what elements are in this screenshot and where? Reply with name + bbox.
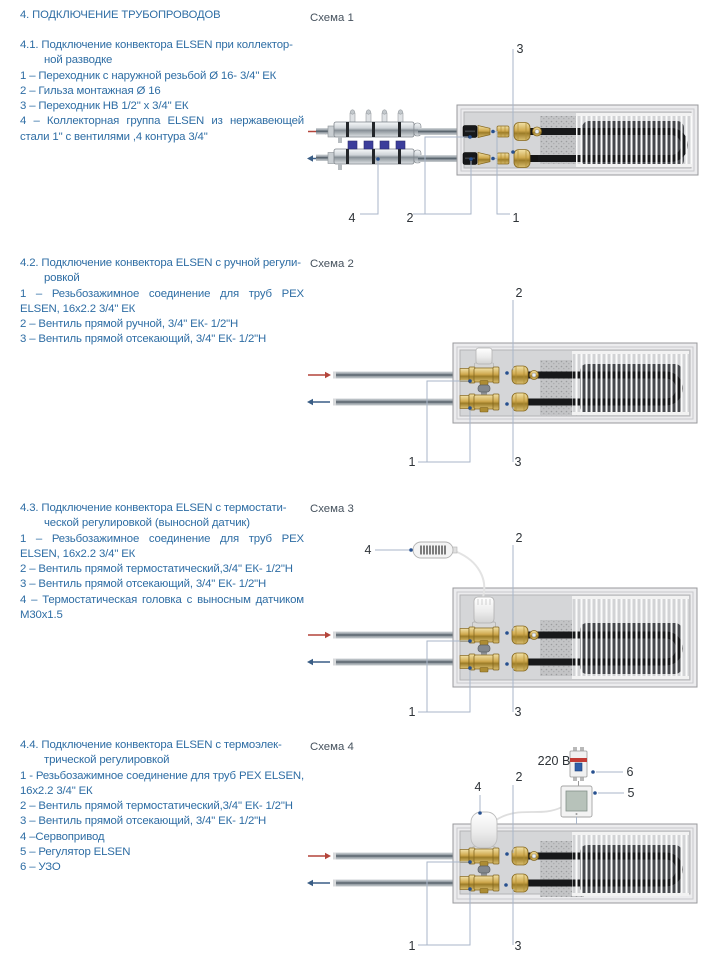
servo-cable (496, 807, 562, 820)
section-4-3-text (20, 501, 304, 623)
callout-number-2: 2 (515, 286, 523, 300)
callout-number-2: 2 (515, 770, 523, 784)
legend-item: 3 – Вентиль прямой отсекающий, 3/4" ЕК- 1/2"Н (20, 333, 267, 346)
supply-arrow (308, 853, 331, 860)
callout-number-1: 1 (408, 705, 416, 719)
schema-2-diagram (300, 250, 715, 488)
rcd-breaker (570, 747, 587, 781)
return-arrow (307, 659, 330, 666)
supply-arrow (308, 372, 331, 379)
section-4-4-heading-line2: трической регулировкой (44, 754, 170, 767)
legend-item: 4 – Термостатическая головка с выносным датчиком М30х1.5 (20, 593, 304, 622)
legend-item: 4 –Сервопривод (20, 830, 105, 843)
callout-number-1: 1 (408, 939, 416, 953)
voltage-label: 220 В (537, 754, 571, 768)
schema-4-label: Схема 4 (310, 741, 354, 753)
return-arrow (307, 880, 330, 887)
section-4-1-heading-line2: ной разводке (44, 54, 113, 67)
schema-3-diagram (300, 493, 715, 735)
schema-2-label: Схема 2 (310, 258, 354, 270)
supply-pipes (333, 632, 465, 666)
section-4-3-heading-line1: 4.3. Подключение конвектора ELSEN с термостати- (20, 502, 287, 514)
callout-number-2: 2 (515, 531, 523, 545)
callout-number-4: 4 (364, 543, 372, 557)
callout-number-3: 3 (514, 705, 522, 719)
schema-1-diagram (300, 0, 715, 245)
legend-item: 1 – Переходник с наружной резьбой Ø 16- 3/4" ЕК (20, 69, 277, 82)
callout-number-6: 6 (626, 765, 634, 779)
supply-pipes (333, 372, 465, 406)
legend-item: 4 – Коллекторная группа ELSEN из нержавеющей стали 1" с вентилями ,4 контура 3/4" (20, 115, 304, 143)
legend-item: 2 – Гильза монтажная Ø 16 (20, 84, 161, 97)
remote-sensor (413, 542, 457, 558)
section-4-4-text (20, 738, 304, 876)
regulator (561, 786, 592, 817)
legend-item: 1 – Резьбозажимное соединение для труб PEX ELSEN, 16х2.2 3/4" ЕК (20, 287, 304, 315)
legend-item: 1 – Резьбозажимное соединение для труб PEX ELSEN, 16х2.2 3/4" ЕК (20, 532, 304, 560)
section-4-2-heading-line1: 4.2. Подключение конвектора ELSEN с ручной регули- (20, 257, 301, 269)
page-title: 4. ПОДКЛЮЧЕНИЕ ТРУБОПРОВОДОВ (20, 9, 221, 21)
return-arrow (307, 399, 330, 406)
legend-item: 3 – Переходник НВ 1/2" х 3/4" ЕК (20, 100, 189, 113)
section-4-2-text (20, 256, 304, 348)
legend-item: 6 – УЗО (20, 861, 61, 874)
supply-arrow (308, 632, 331, 639)
callout-number-3: 3 (514, 939, 522, 953)
section-4-4-heading-line1: 4.4. Подключение конвектора ELSEN с термоэлек- (20, 739, 282, 751)
callout-number-3: 3 (514, 455, 522, 469)
callout-number-1: 1 (408, 455, 416, 469)
valve-knobs-blue (348, 141, 405, 149)
legend-item: 2 – Вентиль прямой термостатический,3/4" ЕК- 1/2"Н (20, 563, 293, 576)
section-4-2-heading-line2: ровкой (44, 272, 80, 285)
legend-item: 1 - Резьбозажимное соединение для труб PEX ELSEN, 16х2.2 3/4" ЕК (20, 769, 304, 797)
callout-number-4: 4 (474, 780, 482, 794)
callout-number-1: 1 (512, 211, 520, 225)
legend-item: 5 – Регулятор ELSEN (20, 846, 131, 859)
schema-1-label: Схема 1 (310, 12, 354, 24)
callout-number-5: 5 (627, 786, 635, 800)
supply-pipes (333, 853, 465, 887)
callout-number-2: 2 (406, 211, 414, 225)
callout-number-3: 3 (516, 42, 524, 56)
collector-manifold (316, 110, 421, 170)
legend-item: 3 – Вентиль прямой отсекающий, 3/4" ЕК- 1/2"Н (20, 578, 267, 591)
legend-item: 2 – Вентиль прямой термостатический,3/4" ЕК- 1/2"Н (20, 800, 293, 813)
section-4-1-text (20, 38, 304, 145)
section-4-1-heading-line1: 4.1. Подключение конвектора ELSEN при коллектор- (20, 39, 293, 51)
legend-item: 2 – Вентиль прямой ручной, 3/4" ЕК- 1/2"Н (20, 318, 239, 331)
schema-3-label: Схема 3 (310, 503, 354, 515)
callout-number-4: 4 (348, 211, 356, 225)
legend-item: 3 – Вентиль прямой отсекающий, 3/4" ЕК- 1/2"Н (20, 815, 267, 828)
flow-meter-stems (350, 110, 403, 122)
schema-4-diagram (300, 735, 715, 968)
section-4-3-heading-line2: ческой регулировкой (выносной датчик) (44, 517, 250, 530)
